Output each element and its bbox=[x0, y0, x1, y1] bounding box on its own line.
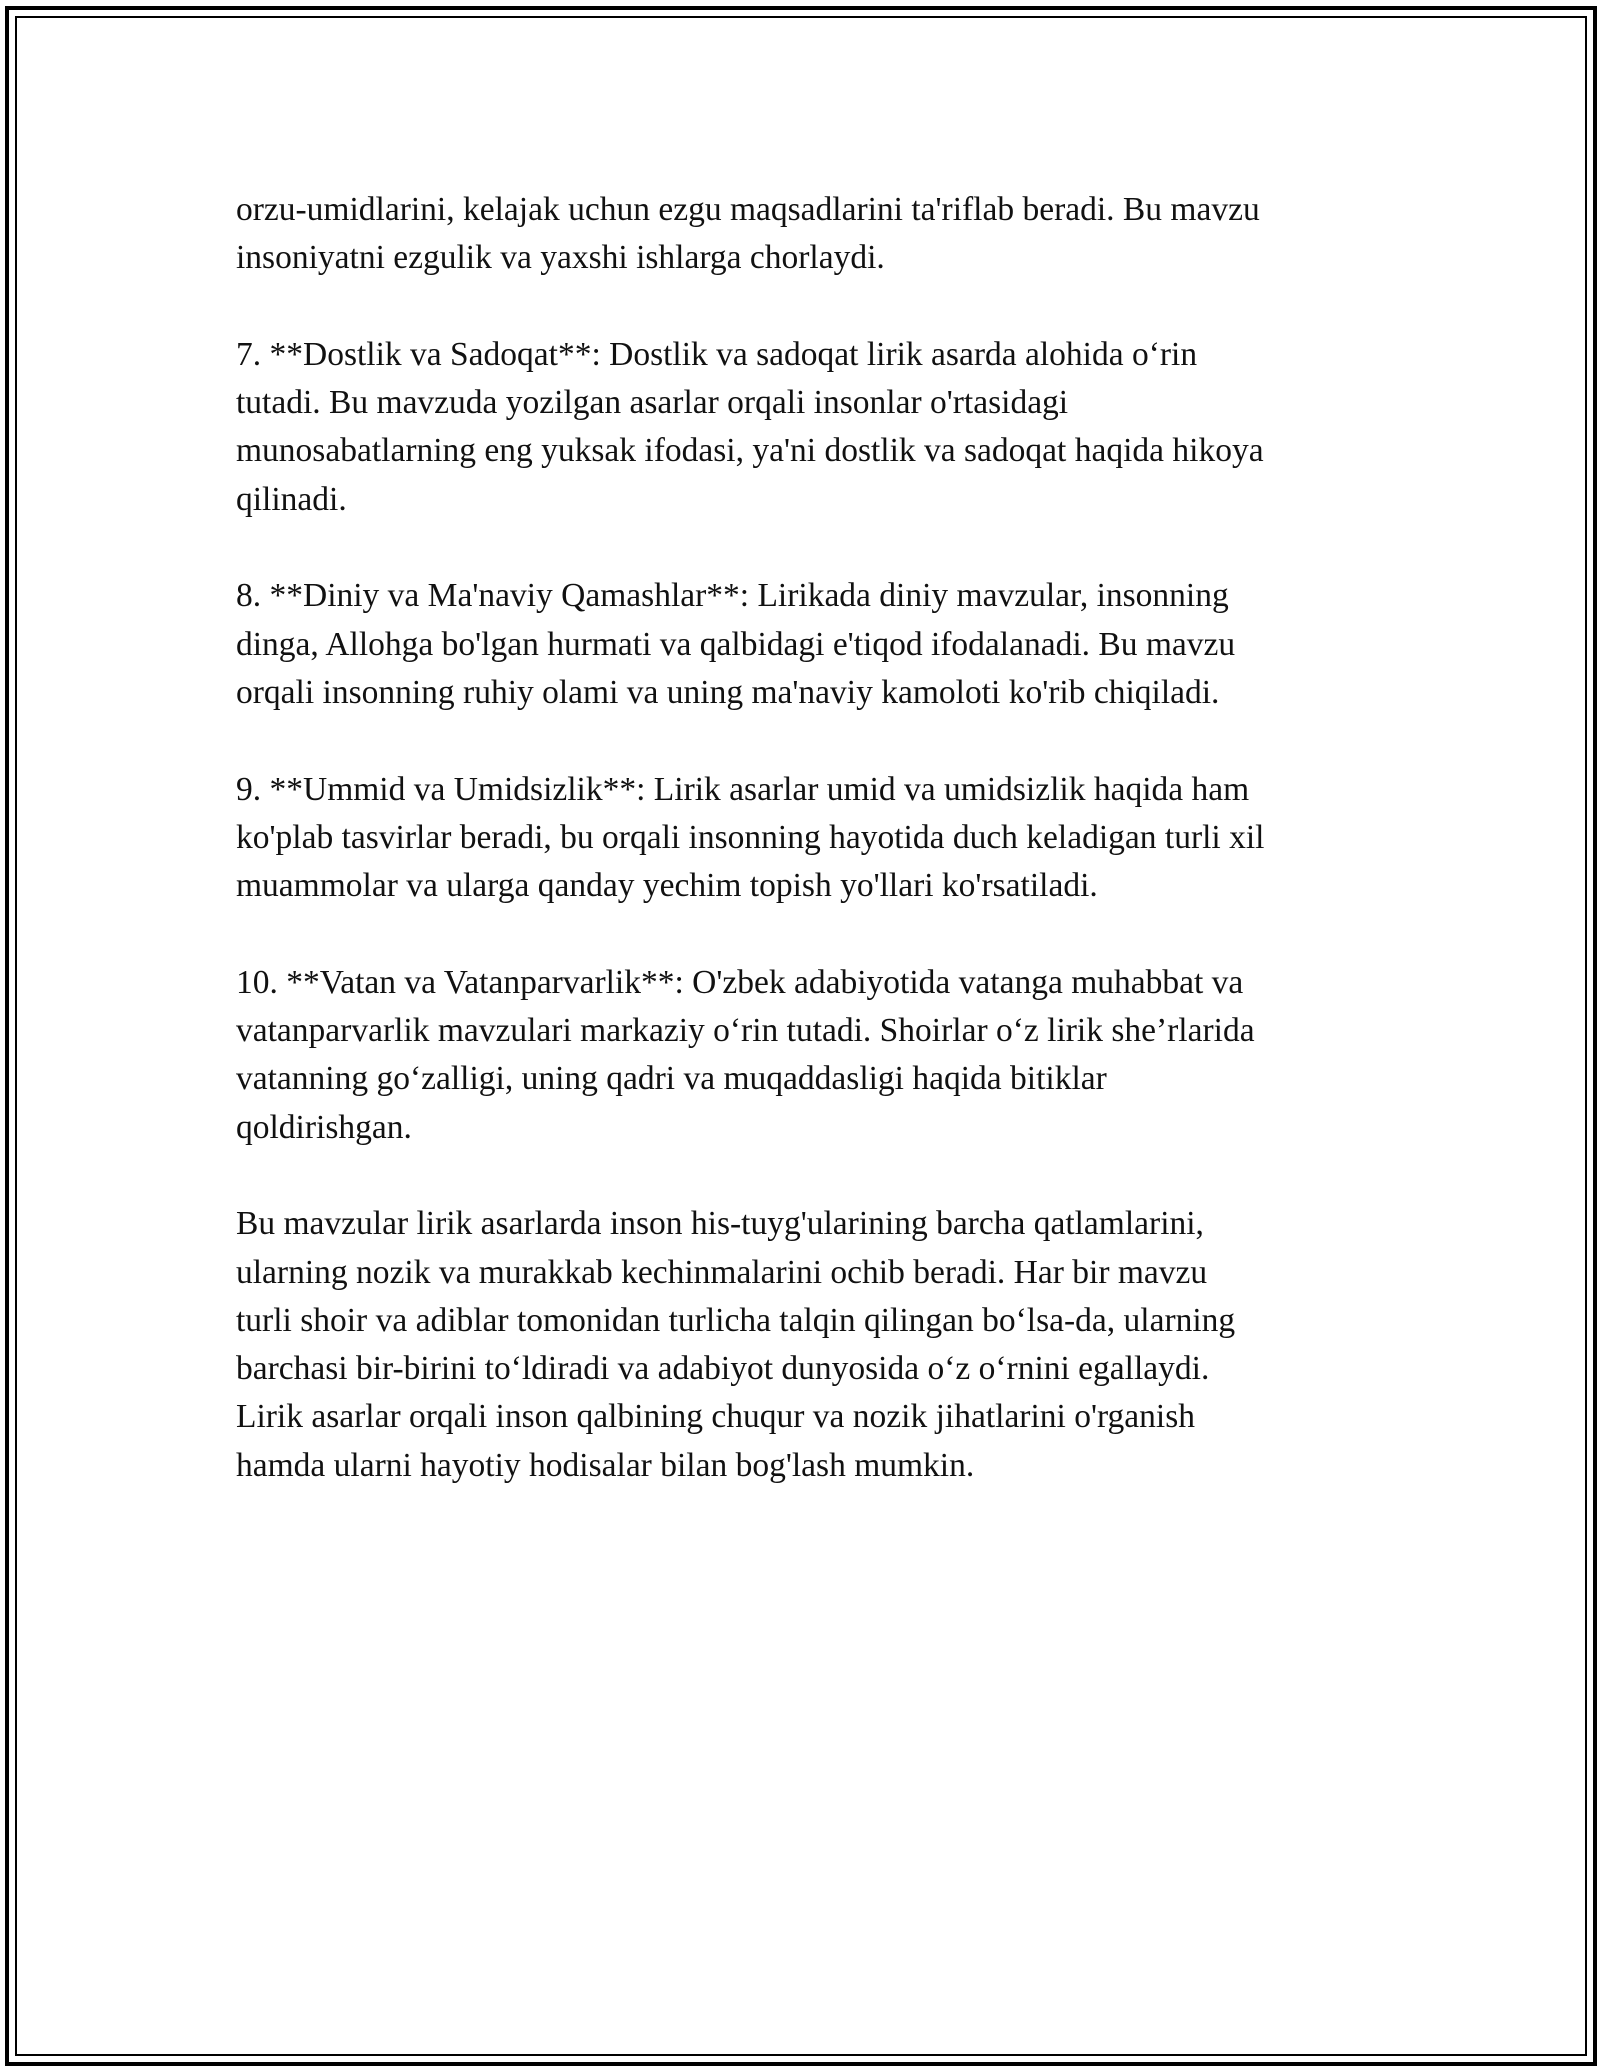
text-line: tutadi. Bu mavzuda yozilgan asarlar orqali insonlar o'rtasidagi bbox=[236, 384, 1069, 422]
text-line: qilinadi. bbox=[236, 480, 347, 518]
text-line: orzu-umidlarini, kelajak uchun ezgu maqsadlarini ta'riflab beradi. Bu mavzu bbox=[236, 191, 1260, 228]
paragraph-item-7 bbox=[236, 331, 1386, 524]
text-line: turli shoir va adiblar tomonidan turlicha talqin qilingan bo‘lsa-da, ularning bbox=[236, 1301, 1236, 1339]
paragraph-conclusion bbox=[236, 1200, 1386, 1490]
text-line: munosabatlarning eng yuksak ifodasi, ya'ni dostlik va sadoqat haqida hikoya bbox=[236, 432, 1264, 470]
paragraph-item-10 bbox=[236, 959, 1386, 1152]
text-line: 7. **Dostlik va Sadoqat**: Dostlik va sadoqat lirik asarda alohida o‘rin bbox=[236, 335, 1198, 373]
text-line: 8. **Diniy va Ma'naviy Qamashlar**: Lirikada diniy mavzular, insonning bbox=[236, 577, 1229, 615]
text-line: 9. **Ummid va Umidsizlik**: Lirik asarlar umid va umidsizlik haqida ham bbox=[236, 770, 1250, 808]
text-line: vatanning go‘zalligi, uning qadri va muqaddasligi haqida bitiklar bbox=[236, 1060, 1107, 1098]
document-body bbox=[236, 186, 1386, 1538]
text-line: orqali insonning ruhiy olami va uning ma'naviy kamoloti ko'rib chiqiladi. bbox=[236, 673, 1220, 711]
text-line: dinga, Allohga bo'lgan hurmati va qalbidagi e'tiqod ifodalanadi. Bu mavzu bbox=[236, 625, 1236, 663]
text-line: hamda ularni hayotiy hodisalar bilan bog'lash mumkin. bbox=[236, 1446, 975, 1484]
text-line: Bu mavzular lirik asarlarda inson his-tuyg'ularining barcha qatlamlarini, bbox=[236, 1205, 1204, 1243]
paragraph-item-8 bbox=[236, 572, 1386, 717]
paragraph-item-9 bbox=[236, 766, 1386, 911]
text-line: barchasi bir-birini to‘ldiradi va adabiyot dunyosida o‘z o‘rnini egallaydi. bbox=[236, 1350, 1210, 1388]
text-line: qoldirishgan. bbox=[236, 1108, 412, 1146]
text-line: ko'plab tasvirlar beradi, bu orqali insonning hayotida duch keladigan turli xil bbox=[236, 818, 1265, 856]
text-line: ularning nozik va murakkab kechinmalarini ochib beradi. Har bir mavzu bbox=[236, 1253, 1208, 1291]
text-line: muammolar va ularga qanday yechim topish yo'llari ko'rsatiladi. bbox=[236, 867, 1098, 905]
text-line: 10. **Vatan va Vatanparvarlik**: O'zbek adabiyotida vatanga muhabbat va bbox=[236, 963, 1244, 1001]
paragraph-intro-continuation bbox=[236, 186, 1386, 283]
text-line: Lirik asarlar orqali inson qalbining chuqur va nozik jihatlarini o'rganish bbox=[236, 1398, 1196, 1436]
text-line: vatanparvarlik mavzulari markaziy o‘rin tutadi. Shoirlar o‘z lirik she’rlarida bbox=[236, 1012, 1255, 1050]
text-line: insoniyatni ezgulik va yaxshi ishlarga chorlaydi. bbox=[236, 239, 885, 277]
